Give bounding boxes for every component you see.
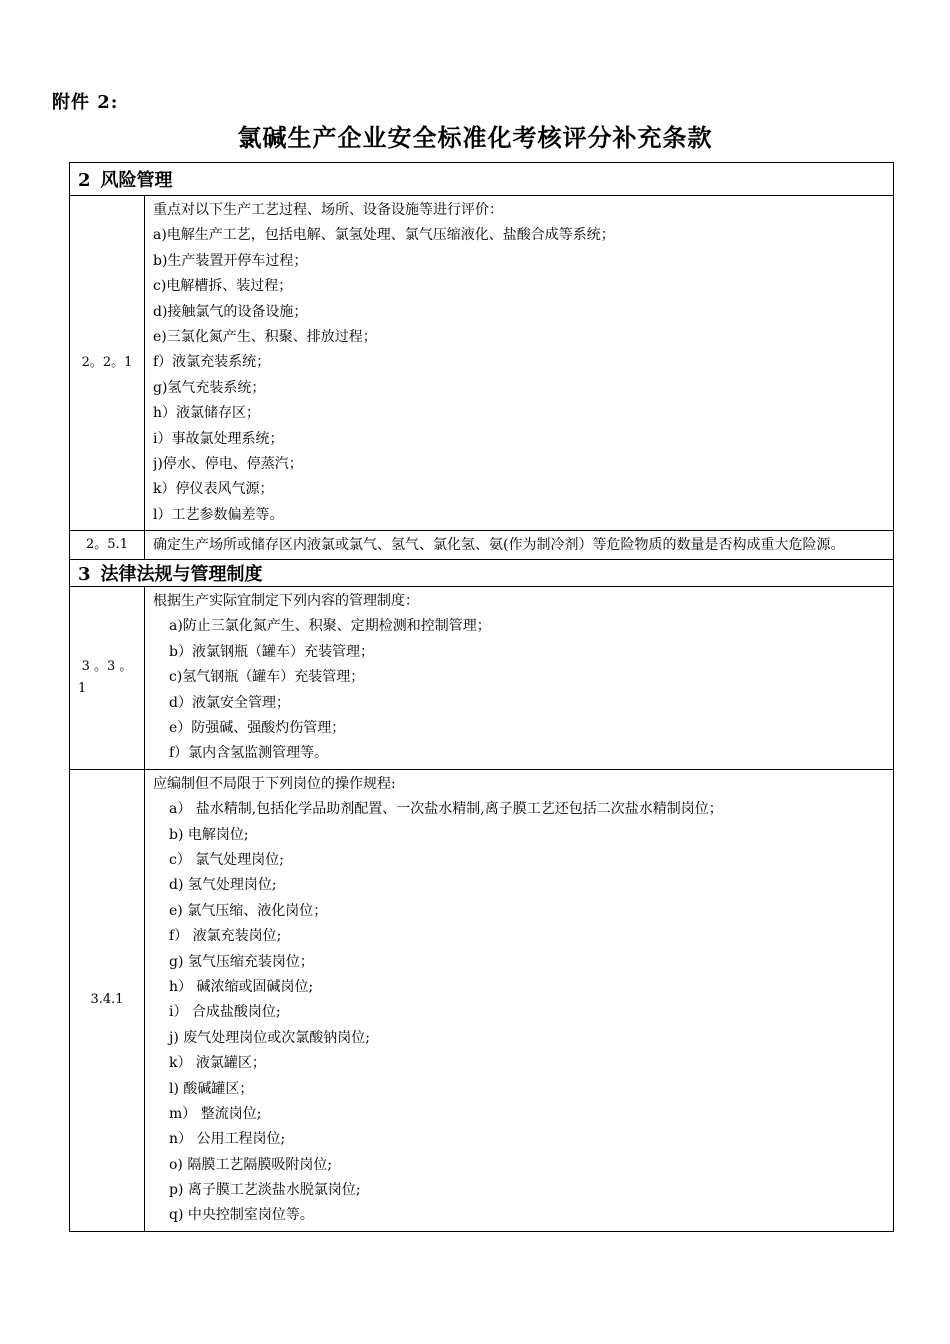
- clause-line: b)生产装置开停车过程；: [153, 252, 308, 269]
- clause-code: [70, 587, 145, 770]
- clause-line: f）液氯充装系统；: [153, 354, 271, 371]
- clause-line: k）停仪表风气源；: [153, 481, 274, 498]
- clause-item: i） 合成盐酸岗位;: [169, 1004, 281, 1021]
- clause-line: j)停水、停电、停蒸汽；: [153, 455, 303, 472]
- clause-item: g) 氢气压缩充装岗位；: [169, 953, 314, 970]
- clause-code: 2。2。1: [70, 196, 145, 531]
- clause-item: e) 氯气压缩、液化岗位；: [169, 902, 328, 919]
- table-row: [70, 769, 894, 1231]
- clause-item: a） 盐水精制,包括化学品助剂配置、一次盐水精制,离子膜工艺还包括二次盐水精制岗位；: [169, 801, 723, 818]
- document-title: 氯碱生产企业安全标准化考核评分补充条款: [237, 123, 713, 152]
- table-row: [70, 531, 894, 560]
- clause-line: c)电解槽拆、装过程；: [153, 278, 293, 295]
- clauses-table: [69, 162, 894, 1232]
- section-header-risk-management: [70, 163, 894, 196]
- section-header-laws-and-rules: [70, 560, 894, 587]
- section-number: 2: [78, 170, 91, 191]
- clause-line: d)接触氯气的设备设施；: [153, 303, 308, 320]
- clause-item: k） 液氯罐区；: [169, 1055, 266, 1072]
- section-number: 3: [78, 564, 91, 586]
- clause-line: 确定生产场所或储存区内液氯或氯气、氢气、氯化氢、氨(作为制冷剂）等危险物质的数量是否构成重大危险源。: [153, 537, 845, 554]
- clause-content: [145, 196, 894, 531]
- clause-line: l）工艺参数偏差等。: [153, 506, 284, 523]
- clause-code-line: 1: [78, 680, 87, 696]
- clause-item: e）防强碱、强酸灼伤管理；: [169, 720, 346, 737]
- clause-item: c)氢气钢瓶（罐车）充装管理；: [169, 669, 365, 686]
- clause-line: 重点对以下生产工艺过程、场所、设备设施等进行评价：: [153, 202, 503, 218]
- clause-item: f） 液氯充装岗位;: [169, 928, 282, 945]
- table-row: [70, 196, 894, 531]
- clause-item: n） 公用工程岗位;: [169, 1131, 286, 1148]
- section-heading: [70, 163, 894, 196]
- clause-item: o) 隔膜工艺隔膜吸附岗位;: [169, 1156, 333, 1173]
- clause-code-line: 3 。3 。: [81, 658, 133, 674]
- attachment-label: 附件 2:: [52, 92, 119, 113]
- clause-item: d）液氯安全管理；: [169, 694, 290, 711]
- clause-item: d) 氢气处理岗位;: [169, 877, 277, 894]
- section-title: 风险管理: [100, 170, 173, 191]
- clause-item: b) 电解岗位;: [169, 826, 249, 843]
- clause-code: 2。5.1: [70, 531, 145, 560]
- section-title: 法律法规与管理制度: [100, 564, 263, 586]
- clause-item: c） 氯气处理岗位;: [169, 851, 285, 868]
- clause-item: f）氯内含氢监测管理等。: [169, 745, 329, 762]
- clause-item: q) 中央控制室岗位等。: [169, 1207, 314, 1224]
- section-heading: [70, 560, 894, 587]
- clause-item: p) 离子膜工艺淡盐水脱氯岗位;: [169, 1182, 361, 1199]
- table-row: [70, 587, 894, 770]
- clause-content: [145, 587, 894, 770]
- clause-line: h）液氯储存区；: [153, 405, 261, 422]
- clause-content: [145, 531, 894, 560]
- clause-code: 3.4.1: [70, 769, 145, 1231]
- clause-item: a)防止三氯化氮产生、积聚、定期检测和控制管理；: [169, 618, 491, 635]
- clause-intro: 应编制但不局限于下列岗位的操作规程:: [153, 775, 396, 792]
- clause-line: i）事故氯处理系统；: [153, 430, 284, 447]
- clause-content: [145, 769, 894, 1231]
- clause-line: a)电解生产工艺，包括电解、氯氢处理、氯气压缩液化、盐酸合成等系统；: [153, 227, 615, 244]
- clause-item: h） 碱浓缩或固碱岗位;: [169, 978, 314, 995]
- clause-item: m） 整流岗位;: [169, 1105, 262, 1122]
- clause-item: j) 废气处理岗位或次氯酸钠岗位;: [169, 1029, 370, 1046]
- clause-line: e)三氯化氮产生、积聚、排放过程；: [153, 328, 377, 345]
- clause-item: b）液氯钢瓶（罐车）充装管理；: [169, 643, 374, 660]
- clause-line: g)氢气充装系统；: [153, 379, 266, 396]
- clause-item: l) 酸碱罐区；: [169, 1080, 254, 1097]
- clause-intro: 根据生产实际宜制定下列内容的管理制度：: [153, 593, 419, 610]
